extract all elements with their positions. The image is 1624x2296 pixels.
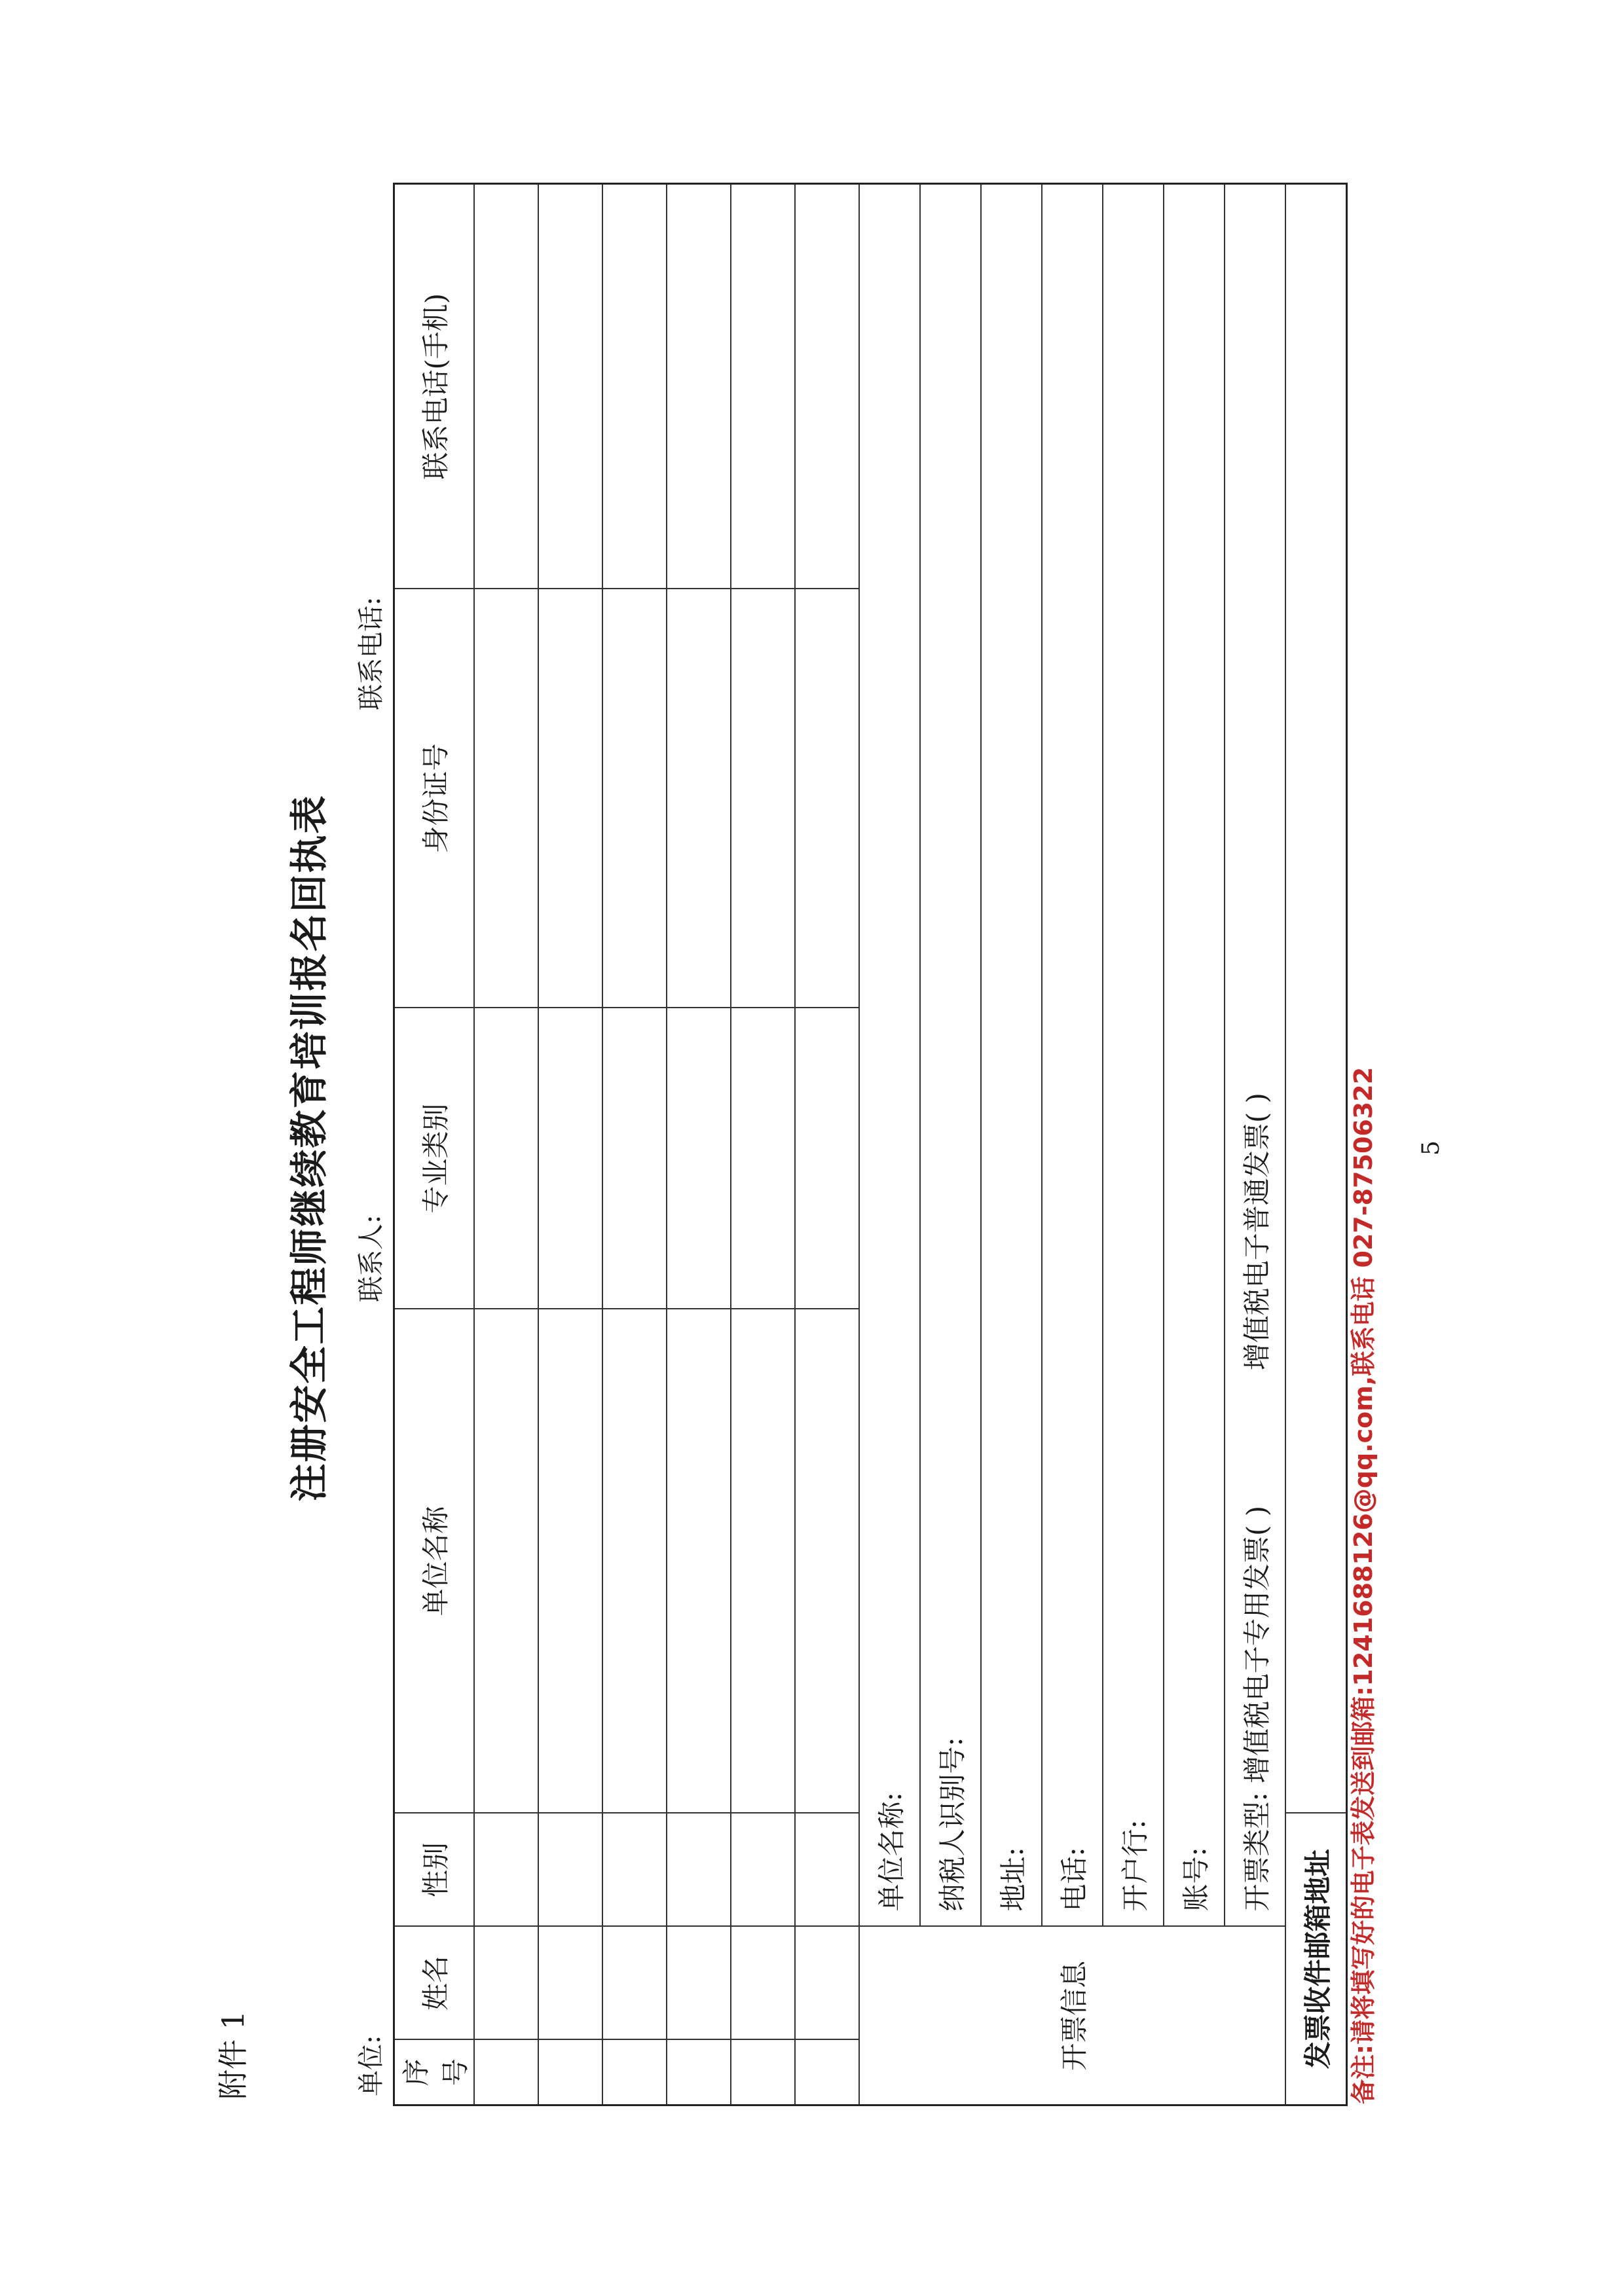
invoice-address[interactable]: 地址: xyxy=(981,184,1042,1927)
cell-gender[interactable] xyxy=(795,1813,859,1927)
cell-index[interactable] xyxy=(538,2040,602,2105)
cell-major[interactable] xyxy=(474,1008,538,1309)
cell-phone[interactable] xyxy=(795,184,859,589)
invoice-phone[interactable]: 电话: xyxy=(1042,184,1103,1927)
column-header: 姓名 xyxy=(394,1927,475,2040)
registration-table xyxy=(393,183,1348,2106)
table-row xyxy=(795,184,859,2105)
cell-gender[interactable] xyxy=(731,1813,795,1927)
column-header: 专业类别 xyxy=(394,1008,475,1309)
table-row xyxy=(667,184,731,2105)
cell-index[interactable] xyxy=(602,2040,667,2105)
invoice-row xyxy=(920,184,981,2105)
invoice-type-label: 开票类型: xyxy=(1240,1792,1273,1912)
column-header: 身份证号 xyxy=(394,589,475,1008)
cell-phone[interactable] xyxy=(667,184,731,589)
cell-unit[interactable] xyxy=(731,1309,795,1813)
invoice-bank[interactable]: 开户行: xyxy=(1103,184,1164,1927)
mail-row xyxy=(1285,184,1347,2105)
cell-name[interactable] xyxy=(474,1927,538,2040)
cell-name[interactable] xyxy=(731,1927,795,2040)
cell-gender[interactable] xyxy=(538,1813,602,1927)
table-row xyxy=(602,184,667,2105)
cell-unit[interactable] xyxy=(795,1309,859,1813)
invoice-row xyxy=(1225,184,1285,2105)
invoice-row xyxy=(859,184,920,2105)
cell-name[interactable] xyxy=(602,1927,667,2040)
contact-person-label: 联系人: xyxy=(356,1214,386,1302)
mail-address-input[interactable] xyxy=(1285,184,1347,1813)
invoice-unit-name[interactable]: 单位名称: xyxy=(859,184,920,1927)
invoice-row xyxy=(1042,184,1103,2105)
cell-unit[interactable] xyxy=(667,1309,731,1813)
invoice-option-normal[interactable]: 增值税电子普通发票( ) xyxy=(1240,1093,1273,1371)
cell-phone[interactable] xyxy=(474,184,538,589)
cell-name[interactable] xyxy=(795,1927,859,2040)
cell-major[interactable] xyxy=(602,1008,667,1309)
invoice-account[interactable]: 账号: xyxy=(1164,184,1225,1927)
cell-id[interactable] xyxy=(731,589,795,1008)
invoice-section-label: 开票信息 xyxy=(859,1927,1285,2105)
cell-gender[interactable] xyxy=(602,1813,667,1927)
cell-major[interactable] xyxy=(538,1008,602,1309)
column-header: 单位名称 xyxy=(394,1309,475,1813)
cell-phone[interactable] xyxy=(602,184,667,589)
cell-id[interactable] xyxy=(667,589,731,1008)
cell-name[interactable] xyxy=(667,1927,731,2040)
contact-phone-label: 联系电话: xyxy=(356,596,386,710)
cell-gender[interactable] xyxy=(667,1813,731,1927)
cell-name[interactable] xyxy=(538,1927,602,2040)
attachment-label: 附件 1 xyxy=(215,2011,251,2100)
column-header: 联系电话(手机) xyxy=(394,184,475,589)
page-number: 5 xyxy=(1418,1140,1445,1156)
cell-phone[interactable] xyxy=(731,184,795,589)
cell-id[interactable] xyxy=(474,589,538,1008)
cell-phone[interactable] xyxy=(538,184,602,589)
cell-major[interactable] xyxy=(795,1008,859,1309)
cell-index[interactable] xyxy=(474,2040,538,2105)
cell-gender[interactable] xyxy=(474,1813,538,1927)
table-row xyxy=(731,184,795,2105)
cell-id[interactable] xyxy=(538,589,602,1008)
cell-index[interactable] xyxy=(795,2040,859,2105)
invoice-type xyxy=(1225,184,1285,1927)
invoice-tax-id[interactable]: 纳税人识别号: xyxy=(920,184,981,1927)
cell-index[interactable] xyxy=(731,2040,795,2105)
cell-id[interactable] xyxy=(795,589,859,1008)
column-header: 序号 xyxy=(394,2040,475,2105)
form-title: 注册安全工程师继续教育培训报名回执表 xyxy=(287,794,331,1502)
column-header: 性别 xyxy=(394,1813,475,1927)
cell-unit[interactable] xyxy=(474,1309,538,1813)
table-row xyxy=(474,184,538,2105)
table-row xyxy=(538,184,602,2105)
invoice-option-special[interactable]: 增值税电子专用发票( ) xyxy=(1240,1505,1273,1783)
cell-major[interactable] xyxy=(667,1008,731,1309)
cell-major[interactable] xyxy=(731,1008,795,1309)
cell-unit[interactable] xyxy=(538,1309,602,1813)
header-row xyxy=(394,184,475,2105)
mail-address-label: 发票收件邮箱地址 xyxy=(1285,1813,1347,2105)
invoice-row xyxy=(1103,184,1164,2105)
cell-unit[interactable] xyxy=(602,1309,667,1813)
invoice-row xyxy=(1164,184,1225,2105)
cell-index[interactable] xyxy=(667,2040,731,2105)
note-text: 备注:请将填写好的电子表发送到邮箱:1241688126@qq.com,联系电话 027-87506322 xyxy=(1349,1066,1378,2104)
cell-id[interactable] xyxy=(602,589,667,1008)
unit-label: 单位: xyxy=(356,2035,386,2096)
invoice-row xyxy=(981,184,1042,2105)
